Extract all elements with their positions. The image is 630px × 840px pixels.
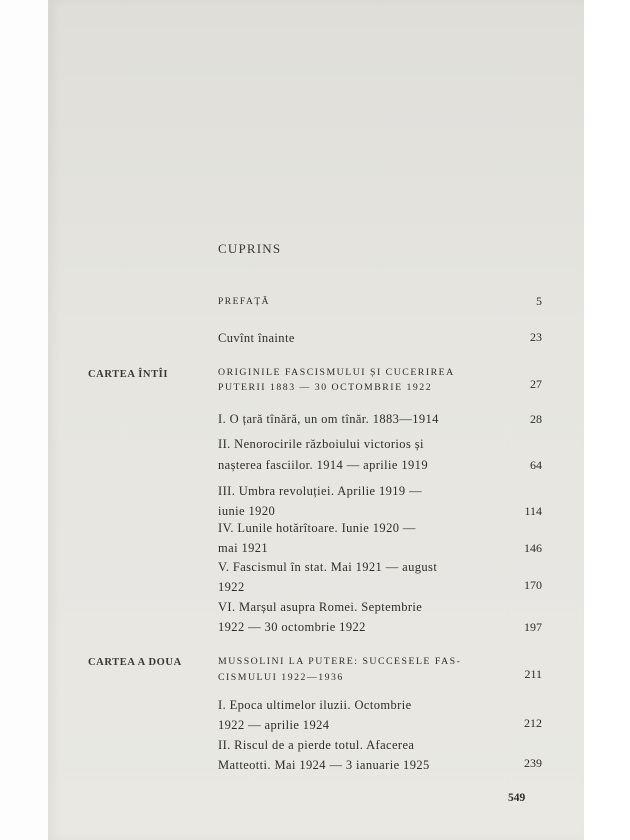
part-heading-line: MUSSOLINI LA PUTERE: SUCCESELE FAS- xyxy=(218,656,462,667)
chapter-line: II. Nenorocirile războiului victorios și xyxy=(218,437,424,451)
chapter-line: nașterea fasciilor. 1914 — aprilie 1919 xyxy=(218,458,428,472)
page-ref-preface: 5 xyxy=(536,294,542,308)
page-ref-part-one: 27 xyxy=(530,377,542,391)
chapter-line: mai 1921 xyxy=(218,541,269,555)
part-label-two: CARTEA A DOUA xyxy=(88,657,182,668)
page-ref-chapter: 114 xyxy=(524,504,542,518)
page-ref-chapter: 170 xyxy=(524,578,542,592)
page-ref-chapter: 146 xyxy=(524,541,542,555)
toc-entry-preface: PREFAȚĂ xyxy=(218,297,271,307)
toc-title: CUPRINS xyxy=(218,241,282,256)
chapter-line: III. Umbra revoluției. Aprilie 1919 — xyxy=(218,484,422,498)
part-label-one: CARTEA ÎNTÎI xyxy=(88,369,169,380)
page-ref-chapter: 239 xyxy=(524,756,542,770)
page-ref-chapter: 212 xyxy=(524,716,542,730)
chapter-line: 1922 — aprilie 1924 xyxy=(218,718,330,732)
toc-entry-foreword: Cuvînt înainte xyxy=(218,331,295,345)
page-right-margin xyxy=(584,0,630,840)
part-heading-line: ORIGINILE FASCISMULUI ȘI CUCERIREA xyxy=(218,367,455,378)
page-ref-foreword: 23 xyxy=(530,330,542,344)
page-number: 549 xyxy=(508,792,526,804)
chapter-line: VI. Marșul asupra Romei. Septembrie xyxy=(218,600,423,614)
chapter-line: Matteotti. Mai 1924 — 3 ianuarie 1925 xyxy=(218,758,430,772)
part-heading-line: CISMULUI 1922—1936 xyxy=(218,672,344,683)
chapter-line: iunie 1920 xyxy=(218,504,276,518)
chapter-line: IV. Lunile hotărîtoare. Iunie 1920 — xyxy=(218,521,416,535)
page-ref-chapter: 28 xyxy=(530,412,542,426)
chapter-line: I. O țară tînără, un om tînăr. 1883—1914 xyxy=(218,412,439,426)
page-ref-chapter: 197 xyxy=(524,620,542,634)
chapter-line: 1922 xyxy=(218,580,245,594)
chapter-line: II. Riscul de a pierde totul. Afacerea xyxy=(218,738,415,752)
chapter-line: I. Epoca ultimelor iluzii. Octombrie xyxy=(218,698,412,712)
page-left-margin xyxy=(0,0,48,840)
chapter-line: 1922 — 30 octombrie 1922 xyxy=(218,620,366,634)
page-ref-chapter: 64 xyxy=(530,458,542,472)
chapter-line: V. Fascismul în stat. Mai 1921 — august xyxy=(218,560,438,574)
part-heading-line: PUTERII 1883 — 30 OCTOMBRIE 1922 xyxy=(218,382,433,393)
page-ref-part-two: 211 xyxy=(524,667,542,681)
